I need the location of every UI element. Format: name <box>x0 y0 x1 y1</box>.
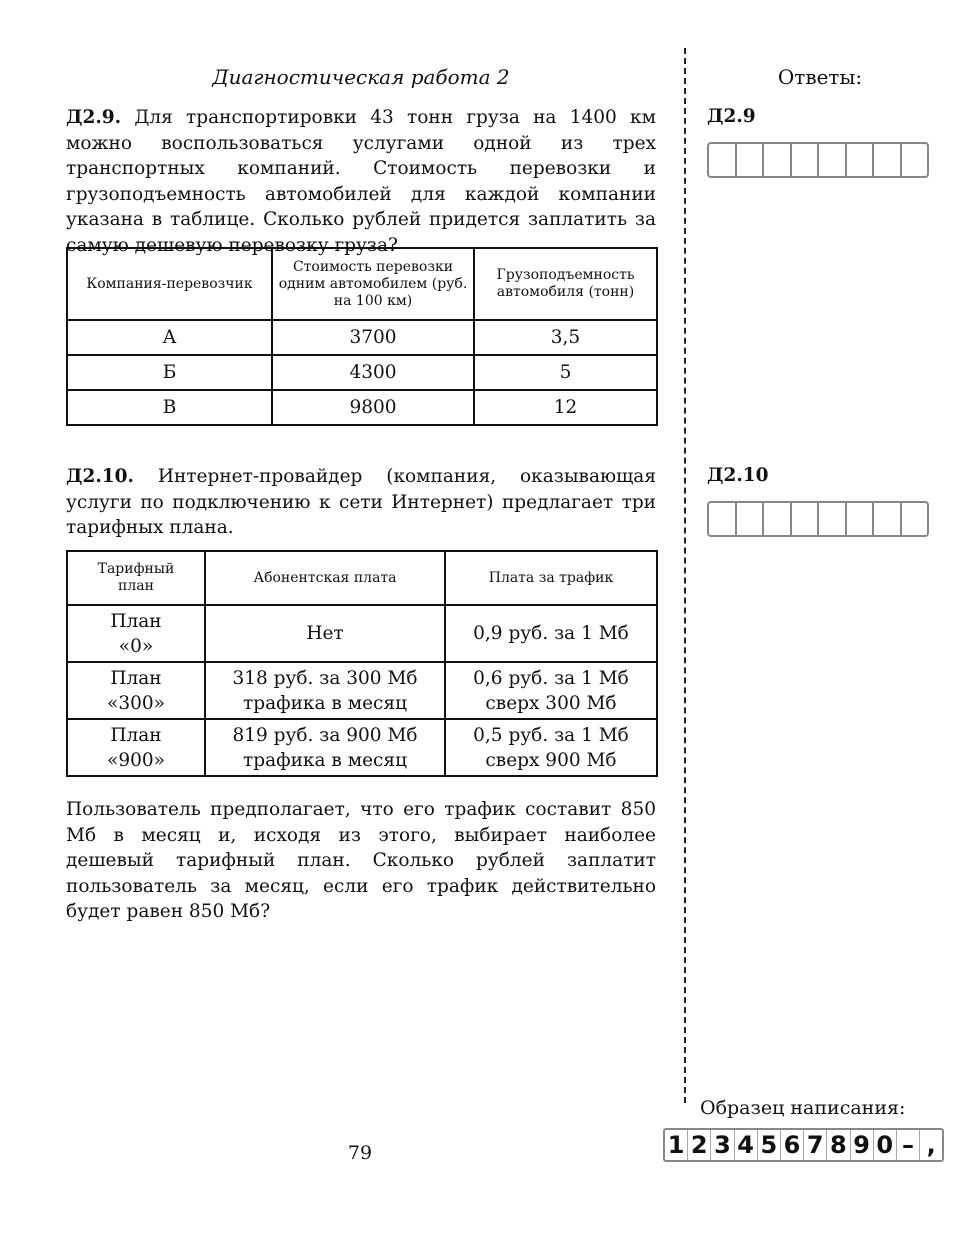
table-cell: План «0» <box>67 605 205 662</box>
table-row <box>67 390 657 425</box>
table-cell: 3700 <box>272 320 474 355</box>
table-row <box>67 355 657 390</box>
answer-label-task9: Д2.9 <box>707 106 756 127</box>
sample-char: 2 <box>688 1130 711 1160</box>
table-row <box>67 719 657 776</box>
sample-char: 7 <box>804 1130 827 1160</box>
sample-char: 9 <box>851 1130 874 1160</box>
table-cell: 318 руб. за 300 Мб трафика в месяц <box>205 662 445 719</box>
sample-char: 6 <box>781 1130 804 1160</box>
table-cell: А <box>67 320 272 355</box>
table-cell: 0,6 руб. за 1 Мб сверх 300 Мб <box>445 662 657 719</box>
sample-char: 4 <box>735 1130 758 1160</box>
table-cell: Нет <box>205 605 445 662</box>
task9-table <box>66 247 658 426</box>
task10-question: Пользователь предполагает, что его трафик составит 850 Мб в месяц и, исходя из этого, выбирает наиболее дешевый тарифный план. Сколько рублей заплатит пользователь за месяц, если его трафик действительно будет равен 850 Мб? <box>66 799 656 922</box>
table-cell: 4300 <box>272 355 474 390</box>
page-number: 79 <box>347 1142 373 1164</box>
table-row <box>67 605 657 662</box>
answer-field-task10[interactable] <box>707 501 929 537</box>
task9-label: Д2.9. <box>66 107 122 128</box>
table-header-cell: Компания-перевозчик <box>67 248 272 320</box>
table-cell: 0,5 руб. за 1 Мб сверх 900 Мб <box>445 719 657 776</box>
table-header-row <box>67 248 657 320</box>
sample-char: – <box>897 1130 920 1160</box>
sample-char: 8 <box>827 1130 850 1160</box>
task9-body: Для транспортировки 43 тонн груза на 1400 км можно воспользоваться услугами одной из трех транспортных компаний. Стоимость перевозки и грузоподъемность автомобилей для каждой компании указана в таблице. Сколько рублей придется заплатить за самую дешевую перевозку груза? <box>66 107 656 256</box>
table-header-cell: Абонентская плата <box>205 551 445 605</box>
table-header-cell: Грузоподъемность автомобиля (тонн) <box>474 248 657 320</box>
table-cell: 819 руб. за 900 Мб трафика в месяц <box>205 719 445 776</box>
table-header-cell: Стоимость перевозки одним автомобилем (руб. на 100 км) <box>272 248 474 320</box>
table-row <box>67 662 657 719</box>
table-cell: Б <box>67 355 272 390</box>
answer-field-task9[interactable] <box>707 142 929 178</box>
sample-char: 0 <box>874 1130 897 1160</box>
sample-char: , <box>926 1131 936 1159</box>
page-header-title: Диагностическая работа 2 <box>212 65 510 89</box>
table-cell: В <box>67 390 272 425</box>
sample-writing-boxes <box>663 1128 944 1162</box>
task10-text <box>66 464 656 541</box>
table-cell: 0,9 руб. за 1 Мб <box>445 605 657 662</box>
sample-char: 1 <box>665 1130 688 1160</box>
task10-table <box>66 550 658 777</box>
sample-label: Образец написания: <box>700 1097 906 1119</box>
table-cell: 3,5 <box>474 320 657 355</box>
table-row <box>67 320 657 355</box>
table-header-cell: Плата за трафик <box>445 551 657 605</box>
answer-label-task10: Д2.10 <box>707 465 769 486</box>
sample-char: 3 <box>711 1130 734 1160</box>
dashed-divider <box>684 48 686 1103</box>
table-cell: План «900» <box>67 719 205 776</box>
sample-char: 5 <box>758 1130 781 1160</box>
table-cell: 5 <box>474 355 657 390</box>
table-header-cell: Тарифный план <box>67 551 205 605</box>
task9-text <box>66 105 656 258</box>
table-cell: План «300» <box>67 662 205 719</box>
table-cell: 9800 <box>272 390 474 425</box>
task10-body: Интернет-провайдер (компания, оказывающая услуги по подключению к сети Интернет) предлагает три тарифных плана. <box>66 466 656 538</box>
task10-label: Д2.10. <box>66 466 134 487</box>
answers-column-title: Ответы: <box>777 65 863 89</box>
table-header-row <box>67 551 657 605</box>
table-cell: 12 <box>474 390 657 425</box>
